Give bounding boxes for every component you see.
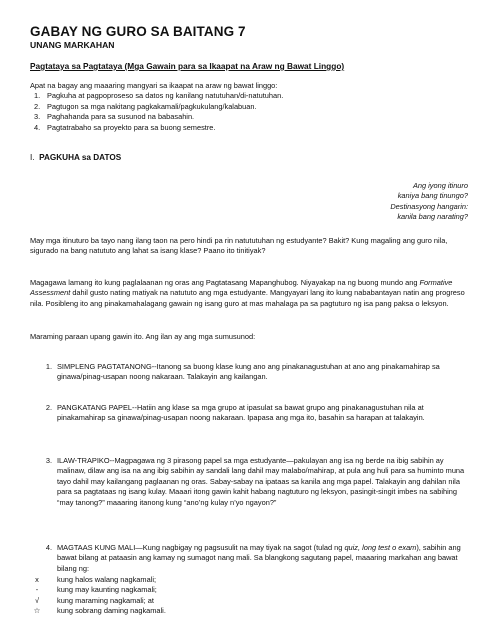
method-item <box>30 456 472 508</box>
method-text: ILAW-TRAPIKO--Magpagawa ng 3 pirasong papel sa mga estudyante—pakulayan ang isa ng berde na ibig sabihin ay malinaw, dilaw ang isa na ang ibig sabihin ay sandali lang dahil may malabo/mahirap, at pula ang huli para sa huminto muna tayo dahil may kailangang paglaanan ng oras. Sabay-sabay na ipataas sa kanila ang mga papel. Talakayin ang dahilan nila para sa pagtataas ng isang kulay. Maaari itong gawin kahit habang nagtuturo ng leksyon, pasingit-singit imbes na sabihing “may tanong?” maaaring itanong kung “ano’ng kulay n’yo ngayon?” <box>57 456 465 507</box>
mark-row <box>30 585 472 595</box>
intro-section <box>30 81 472 133</box>
lesson-title: Pagtataya sa Pagtataya (Mga Gawain para sa Ikaapat na Araw ng Bawat Linggo) <box>30 61 345 71</box>
star-icon: ☆ <box>33 606 41 616</box>
section-title: PAGKUHA sa DATOS <box>39 153 122 162</box>
mark-row <box>30 606 472 616</box>
section-heading <box>30 152 472 163</box>
paragraph-text: May mga itinuturo ba tayo nang ilang taon na pero hindi pa rin natututuhan ng estudyante? Bakit? Kung magaling ang guro nila, sigurado na bang natututo ang lahat sa isang klase? Paano ito tinitiyak? <box>30 236 448 256</box>
method-item <box>30 403 472 424</box>
check-mark-icon: √ <box>34 595 40 605</box>
intro-list-item <box>30 123 472 133</box>
paragraph-text-part: dahil gusto nating matiyak na natututo ang mga estudyante. Mangyayari lang ito kung nababantayan natin ang progreso nila. Posibleng ito ang pinakamahalagang gawain ng isang guro at mas mahalaga pa sa pagtuturo ng isa pang paksa o leksyon. <box>30 288 465 308</box>
paragraph-text-part: Magagawa lamang ito kung paglalaanan ng oras ang Pagtatasang Mapanghubog. Niyayakap na ng buong mundo ang <box>30 278 420 287</box>
item-number: 3. <box>34 112 41 122</box>
method-number: 2. <box>45 403 52 412</box>
intro-list <box>30 91 472 133</box>
item-text: Paghahanda para sa susunod na babasahin. <box>47 112 195 122</box>
paragraph-text <box>30 278 472 309</box>
emphasis-term: Formative Assessment <box>30 278 453 298</box>
method-text-part: MAGTAAS KUNG MALI—Kung nagbigay ng pagsusulit na may tiyak na sagot (tulad ng <box>57 543 345 552</box>
quote-line: Ang iyong itinuro <box>412 181 468 190</box>
method-item <box>30 362 472 383</box>
intro-list-item <box>30 102 472 112</box>
quote-line: Destinasyong hangarin: <box>390 201 468 211</box>
intro-lead: Apat na bagay ang maaaring mangyari sa ikaapat na araw ng bawat linggo: <box>30 81 278 90</box>
method-number: 4. <box>45 543 52 552</box>
method-item <box>30 543 472 574</box>
section-number: I. <box>30 153 35 162</box>
mark-row <box>30 575 472 585</box>
document-subtitle: UNANG MARKAHAN <box>30 40 115 50</box>
paragraph <box>30 332 472 342</box>
item-text: Pagtatrabaho sa proyekto para sa buong semestre. <box>47 122 216 132</box>
method-number: 3. <box>45 456 52 465</box>
emphasis-term: quiz, long test o exam <box>344 543 417 552</box>
item-number: 4. <box>34 122 41 132</box>
method-text-part: ), sabihin ang bawat bilang at pataasin ang kamay ng sumagot nang mali. Sa blangkong sagutang papel, maaaring markahan ang bawat bilang ng: <box>57 543 461 573</box>
item-text: Pagtugon sa mga nakitang pagkakamali/pagkukulang/kalabuan. <box>47 101 257 111</box>
intro-list-item <box>30 91 472 101</box>
item-number: 1. <box>34 91 41 101</box>
method-text: PANGKATANG PAPEL--Hatiin ang klase sa mga grupo at ipasulat sa bawat grupo ang pinakanagustuhan nila at pinakamahirap sa ginawa/pinag-usapan noong nakaraan. Ipapasa ang mga ito, basahin sa harapan at talakayin. <box>57 403 425 423</box>
item-text: Pagkuha at pagpoproseso sa datos ng kanilang natutuhan/di-natutuhan. <box>47 91 284 101</box>
intro-list-item <box>30 112 472 122</box>
item-number: 2. <box>34 101 41 111</box>
document-title: GABAY NG GURO SA BAITANG 7 <box>30 24 246 39</box>
epigraph-quote <box>268 181 468 223</box>
paragraph <box>30 236 472 257</box>
quote-line: kanila bang narating? <box>397 212 468 222</box>
mark-text: kung maraming nagkamali; at <box>57 595 154 605</box>
paragraph-text: Maraming paraan upang gawin ito. Ang ilan ay ang mga sumusunod: <box>30 332 256 341</box>
mark-text: kung sobrang daming nagkamali. <box>57 606 166 616</box>
dash-mark-icon: - <box>35 585 39 595</box>
method-number: 1. <box>45 362 52 371</box>
mark-text: kung may kaunting nagkamali; <box>57 585 157 595</box>
method-text: SIMPLENG PAGTATANONG--Itanong sa buong klase kung ano ang pinakanagustuhan at ano ang pinakamahirap sa ginawa/pinag-usapan noong nakaraan. Talakayin ang kailangan. <box>57 362 440 382</box>
paragraph <box>30 278 472 309</box>
x-mark-icon: x <box>35 575 39 584</box>
quote-line: kaniya bang tinungo? <box>397 191 468 201</box>
marking-legend <box>30 575 472 617</box>
mark-row <box>30 596 472 606</box>
mark-text: kung halos walang nagkamali; <box>57 575 157 584</box>
